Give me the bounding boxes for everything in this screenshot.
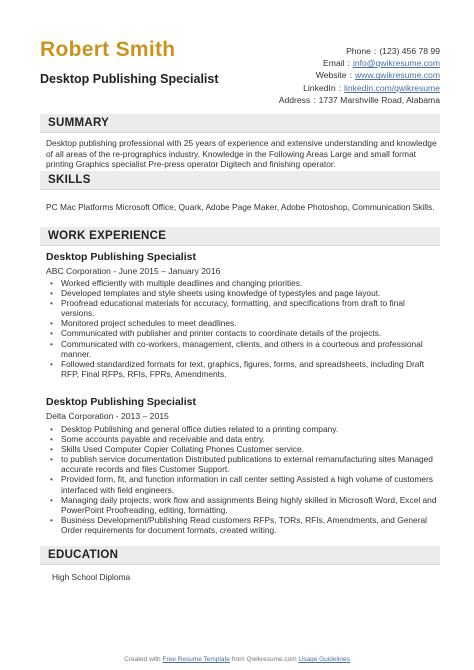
- job-bullets: [46, 278, 440, 379]
- list-item: • Communicated with publisher and printer contacts to coordinate details of the projects.: [46, 328, 440, 338]
- contact-value: 1737 Marshville Road, Alabama: [318, 94, 440, 105]
- summary-heading-bar: [40, 114, 440, 133]
- contact-label: LinkedIn: [303, 82, 336, 93]
- email-link[interactable]: info@qwikresume.com: [352, 58, 440, 69]
- list-item: • Business Development/Publishing Read customers RFPs, TORs, RFIs, Amendments, and General Order requirements for document formats, created writing.: [46, 515, 440, 535]
- resume-header: [40, 38, 440, 118]
- job-title: Desktop Publishing Specialist: [46, 396, 196, 408]
- website-link[interactable]: www.qwikresume.com: [354, 70, 440, 81]
- job-company: ABC Corporation - June 2015 – January 2016: [46, 266, 221, 276]
- linkedin-link[interactable]: linkedin.com/qwikresume: [344, 82, 440, 93]
- candidate-name: Robert Smith: [40, 38, 176, 61]
- contact-email: Email : info@qwikresume.com: [323, 58, 440, 69]
- job-bullets: [46, 424, 440, 535]
- list-item: • Provided form, fit, and function information in call center setting Assisted a high volume of customers interfaced with field engineers.: [46, 474, 440, 494]
- list-item: • Monitored project schedules to meet deadlines.: [46, 318, 440, 328]
- contact-linkedin: LinkedIn : linkedin.com/qwikresume: [303, 82, 440, 93]
- list-item: • Proofread educational materials for accuracy, formatting, and specifications from draft to final versions.: [46, 298, 440, 318]
- candidate-role: Desktop Publishing Specialist: [40, 72, 219, 86]
- contact-label: Address: [278, 94, 311, 105]
- contact-value: (123) 456 78 99: [379, 46, 440, 56]
- free-template-link[interactable]: Free Resume Template: [162, 656, 230, 663]
- contact-label: Phone: [346, 46, 371, 56]
- skills-text: PC Mac Platforms Microsoft Office, Quark, Adobe Page Maker, Adobe Photoshop, Communication Skills.: [46, 202, 435, 212]
- list-item: • Developed templates and style sheets using knowledge of typestyles and page layout.: [46, 288, 440, 298]
- skills-heading-bar: [40, 171, 440, 190]
- contact-label: Email: [323, 58, 345, 69]
- contact-website: Website : www.qwikresume.com: [315, 70, 440, 81]
- summary-heading: SUMMARY: [48, 117, 110, 129]
- list-item: • Communicated with co-workers, management, clients, and others in a courteous and professional manner.: [46, 339, 440, 359]
- job-company: Delta Corporation - 2013 – 2015: [46, 411, 169, 421]
- list-item: • to publish service documentation Distributed publications to external remanufacturing sites Managed accurate records and files Customer Support.: [46, 454, 440, 474]
- contact-address: Address : 1737 Marshville Road, Alabama: [278, 94, 440, 105]
- education-heading-bar: [40, 546, 440, 565]
- list-item: • Desktop Publishing and general office duties related to a printing company.: [46, 424, 440, 434]
- contact-phone: Phone : (123) 456 78 99: [346, 46, 440, 56]
- footer: [0, 656, 474, 663]
- experience-heading-bar: [40, 227, 440, 246]
- contact-block: [200, 45, 440, 106]
- list-item: • Skills Used Computer Copier Collating Phones Customer service.: [46, 444, 440, 454]
- usage-guidelines-link[interactable]: Usage Guidelines: [298, 656, 350, 663]
- education-text: High School Diploma: [52, 572, 131, 582]
- list-item: • Some accounts payable and receivable and data entry.: [46, 434, 440, 444]
- footer-prefix: Created with: [124, 656, 161, 663]
- education-heading: EDUCATION: [48, 549, 119, 561]
- footer-middle: from Qwikresume.com: [231, 656, 297, 663]
- list-item: • Worked efficiently with multiple deadlines and changing priorities.: [46, 278, 440, 288]
- job-title: Desktop Publishing Specialist: [46, 251, 196, 263]
- experience-heading: WORK EXPERIENCE: [48, 230, 167, 242]
- summary-text: Desktop publishing professional with 25 years of experience and extensive understanding and knowledge of all areas of the re-prographics industry. Knowledge in the Following Areas Large and small format printing Graphics specialist Pre-press operator Digitech and finishing operator.: [46, 138, 437, 170]
- list-item: • Followed standardized formats for text, graphics, figures, forms, and spreadsheets, including Draft RFP, Final RFPs, RFIs, FPRs, Amendments.: [46, 359, 440, 379]
- skills-heading: SKILLS: [48, 174, 91, 186]
- contact-label: Website: [315, 70, 347, 81]
- list-item: • Managing daily projects, work flow and assignments Being highly skilled in Microsoft Word, Excel and PowerPoint Proofreading, editing, formatting.: [46, 495, 440, 515]
